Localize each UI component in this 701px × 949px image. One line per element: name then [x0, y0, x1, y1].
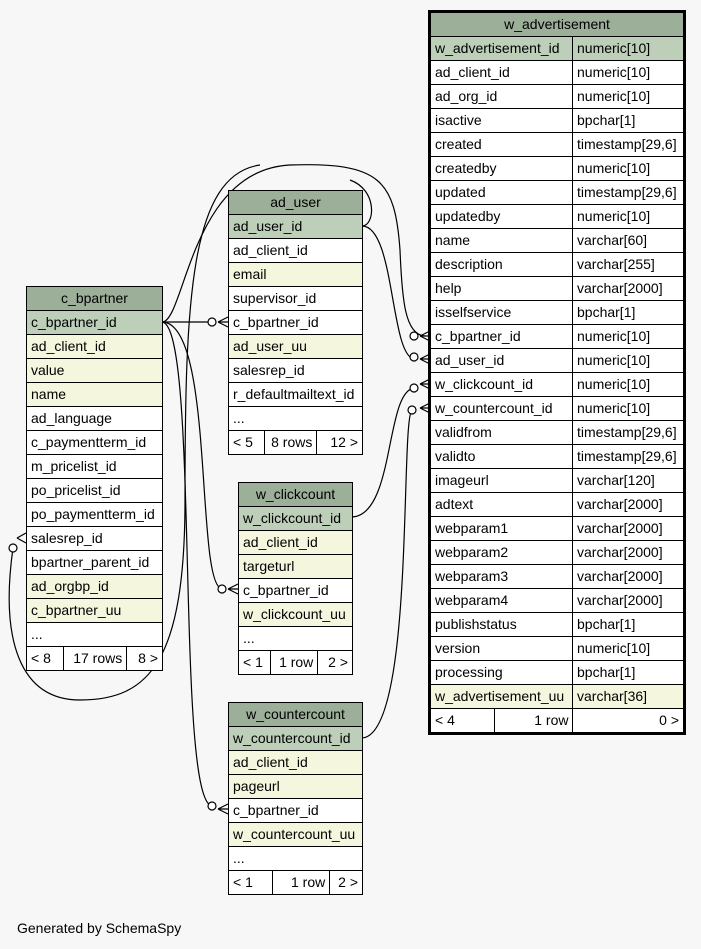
table-row[interactable]	[27, 335, 163, 359]
table-row[interactable]	[229, 775, 363, 799]
column-name[interactable]: w_advertisement_id	[431, 37, 573, 61]
table-row[interactable]	[431, 421, 684, 445]
column-name[interactable]: w_clickcount_id	[239, 507, 353, 531]
table-footer	[431, 709, 684, 733]
column-name[interactable]: name	[27, 383, 163, 407]
column-name[interactable]: pageurl	[229, 775, 363, 799]
table-row[interactable]	[229, 823, 363, 847]
table-row[interactable]	[431, 253, 684, 277]
column-name[interactable]: webparam3	[431, 565, 573, 589]
column-name[interactable]: ad_language	[27, 407, 163, 431]
table-row[interactable]	[239, 627, 353, 651]
column-type: varchar[2000]	[573, 277, 684, 301]
table-row[interactable]	[431, 133, 684, 157]
table-row[interactable]	[431, 661, 684, 685]
column-name[interactable]: ...	[27, 623, 163, 647]
table-row[interactable]	[27, 431, 163, 455]
column-name[interactable]: ad_client_id	[229, 239, 363, 263]
table-row[interactable]	[431, 277, 684, 301]
column-type: numeric[10]	[573, 157, 684, 181]
table-row[interactable]	[431, 541, 684, 565]
table-row[interactable]	[431, 517, 684, 541]
table-row[interactable]	[431, 301, 684, 325]
table-row[interactable]	[27, 575, 163, 599]
column-name[interactable]: ad_client_id	[239, 531, 353, 555]
column-name[interactable]: ad_client_id	[229, 751, 363, 775]
column-type: timestamp[29,6]	[573, 445, 684, 469]
table-row[interactable]	[27, 623, 163, 647]
children-link[interactable]: 0 >	[659, 712, 680, 728]
column-name[interactable]: c_bpartner_id	[229, 311, 363, 335]
table-row[interactable]	[27, 479, 163, 503]
edge-bpartner-countercount	[162, 322, 212, 806]
column-name[interactable]: createdby	[431, 157, 573, 181]
table-row[interactable]	[229, 215, 363, 239]
table-row[interactable]	[27, 599, 163, 623]
table-row[interactable]	[431, 181, 684, 205]
column-name[interactable]: updated	[431, 181, 573, 205]
column-name[interactable]: targeturl	[239, 555, 353, 579]
column-name[interactable]: processing	[431, 661, 573, 685]
table-row[interactable]	[431, 445, 684, 469]
column-type: numeric[10]	[573, 85, 684, 109]
column-type: numeric[10]	[573, 373, 684, 397]
column-name[interactable]: ...	[229, 847, 363, 871]
table-row[interactable]	[431, 325, 684, 349]
table-title[interactable]: c_bpartner	[27, 287, 163, 311]
table-row[interactable]	[229, 311, 363, 335]
column-type: bpchar[1]	[573, 109, 684, 133]
table-row[interactable]	[431, 61, 684, 85]
column-type: varchar[120]	[573, 469, 684, 493]
table-row[interactable]	[27, 407, 163, 431]
row-count: 17 rows	[64, 647, 128, 670]
row-count: 1 row	[273, 871, 331, 894]
column-name[interactable]: ad_user_id	[229, 215, 363, 239]
table-title[interactable]: w_countercount	[229, 703, 363, 727]
column-name[interactable]: publishstatus	[431, 613, 573, 637]
table-row[interactable]	[229, 239, 363, 263]
table-row[interactable]	[431, 205, 684, 229]
column-name[interactable]: validto	[431, 445, 573, 469]
column-name[interactable]: w_clickcount_id	[431, 373, 573, 397]
table-row[interactable]	[229, 847, 363, 871]
table-row[interactable]	[229, 383, 363, 407]
table-title[interactable]: w_clickcount	[239, 483, 353, 507]
column-name[interactable]: ...	[229, 407, 363, 431]
column-name[interactable]: po_pricelist_id	[27, 479, 163, 503]
column-name[interactable]: w_countercount_id	[229, 727, 363, 751]
column-name[interactable]: w_countercount_uu	[229, 823, 363, 847]
table-row[interactable]	[27, 551, 163, 575]
column-name[interactable]: ad_orgbp_id	[27, 575, 163, 599]
column-name[interactable]: c_bpartner_id	[229, 799, 363, 823]
column-name[interactable]: po_paymentterm_id	[27, 503, 163, 527]
table-row[interactable]	[229, 359, 363, 383]
table-footer	[239, 651, 353, 675]
table-row[interactable]	[239, 579, 353, 603]
column-type: bpchar[1]	[573, 301, 684, 325]
table-row[interactable]	[27, 359, 163, 383]
table-row[interactable]	[431, 85, 684, 109]
table-row[interactable]	[431, 685, 684, 709]
column-name[interactable]: c_bpartner_uu	[27, 599, 163, 623]
column-type: varchar[36]	[573, 685, 684, 709]
table-row[interactable]	[431, 613, 684, 637]
column-name[interactable]: ad_org_id	[431, 85, 573, 109]
column-type: numeric[10]	[573, 637, 684, 661]
edge-aduser-advertisement	[362, 226, 414, 359]
table-footer	[27, 647, 163, 671]
column-type: timestamp[29,6]	[573, 421, 684, 445]
children-link[interactable]: 2 >	[328, 654, 348, 670]
table-row[interactable]	[431, 373, 684, 397]
column-type: numeric[10]	[573, 205, 684, 229]
column-name[interactable]: bpartner_parent_id	[27, 551, 163, 575]
table-row[interactable]	[229, 751, 363, 775]
table-row[interactable]	[431, 565, 684, 589]
column-type: numeric[10]	[573, 37, 684, 61]
column-name[interactable]: ad_client_id	[27, 335, 163, 359]
table-footer	[229, 431, 363, 455]
column-name[interactable]: webparam2	[431, 541, 573, 565]
column-name[interactable]: webparam4	[431, 589, 573, 613]
column-name[interactable]: description	[431, 253, 573, 277]
column-type: varchar[2000]	[573, 517, 684, 541]
table-row[interactable]	[431, 349, 684, 373]
table-row[interactable]	[431, 109, 684, 133]
row-count: 1 row	[495, 709, 574, 732]
table-row[interactable]	[27, 455, 163, 479]
table-row[interactable]	[239, 555, 353, 579]
table-row[interactable]	[431, 229, 684, 253]
column-name[interactable]: validfrom	[431, 421, 573, 445]
column-name[interactable]: c_paymentterm_id	[27, 431, 163, 455]
table-footer	[229, 871, 363, 895]
column-name[interactable]: isactive	[431, 109, 573, 133]
parents-link[interactable]: < 1	[239, 651, 271, 674]
table-row[interactable]	[239, 603, 353, 627]
table-row[interactable]	[229, 263, 363, 287]
column-name[interactable]: r_defaultmailtext_id	[229, 383, 363, 407]
table-row[interactable]	[431, 397, 684, 421]
table-w-countercount[interactable]	[228, 702, 363, 895]
column-name[interactable]: isselfservice	[431, 301, 573, 325]
column-name[interactable]: c_bpartner_id	[239, 579, 353, 603]
table-row[interactable]	[431, 469, 684, 493]
column-name[interactable]: supervisor_id	[229, 287, 363, 311]
children-link[interactable]: 8 >	[138, 650, 158, 666]
column-name[interactable]: help	[431, 277, 573, 301]
column-name[interactable]: ad_user_uu	[229, 335, 363, 359]
table-row[interactable]	[431, 637, 684, 661]
column-name[interactable]: adtext	[431, 493, 573, 517]
generated-by-credit[interactable]: Generated by SchemaSpy	[17, 920, 182, 936]
parents-link[interactable]: < 5	[229, 431, 265, 454]
edge-bpartner-clickcount	[162, 322, 222, 589]
column-name[interactable]: c_bpartner_id	[431, 325, 573, 349]
parents-link[interactable]: < 8	[27, 647, 64, 670]
column-type: numeric[10]	[573, 397, 684, 421]
column-type: timestamp[29,6]	[573, 133, 684, 157]
column-name[interactable]: m_pricelist_id	[27, 455, 163, 479]
column-name[interactable]: salesrep_id	[229, 359, 363, 383]
column-name[interactable]: salesrep_id	[27, 527, 163, 551]
column-name[interactable]: value	[27, 359, 163, 383]
column-name[interactable]: webparam1	[431, 517, 573, 541]
column-name[interactable]: created	[431, 133, 573, 157]
column-type: bpchar[1]	[573, 613, 684, 637]
table-row[interactable]	[229, 727, 363, 751]
row-count: 8 rows	[265, 431, 318, 454]
column-type: varchar[60]	[573, 229, 684, 253]
table-row[interactable]	[229, 335, 363, 359]
table-row[interactable]	[431, 37, 684, 61]
column-name[interactable]: ...	[239, 627, 353, 651]
column-name[interactable]: ad_user_id	[431, 349, 573, 373]
column-name[interactable]: c_bpartner_id	[27, 311, 163, 335]
column-name[interactable]: w_advertisement_uu	[431, 685, 573, 709]
children-link[interactable]: 12 >	[330, 434, 358, 450]
table-title[interactable]: ad_user	[229, 191, 363, 215]
column-type: timestamp[29,6]	[573, 181, 684, 205]
column-type: numeric[10]	[573, 349, 684, 373]
table-row[interactable]	[431, 493, 684, 517]
table-ad-user[interactable]	[228, 190, 363, 455]
table-c-bpartner[interactable]	[26, 286, 163, 671]
column-name[interactable]: name	[431, 229, 573, 253]
table-row[interactable]	[431, 157, 684, 181]
column-name[interactable]: version	[431, 637, 573, 661]
table-row[interactable]	[27, 527, 163, 551]
column-type: numeric[10]	[573, 325, 684, 349]
table-w-clickcount[interactable]	[238, 482, 353, 675]
column-name[interactable]: w_clickcount_uu	[239, 603, 353, 627]
children-link[interactable]: 2 >	[338, 874, 358, 890]
table-row[interactable]	[239, 531, 353, 555]
table-row[interactable]	[229, 287, 363, 311]
row-count: 1 row	[271, 651, 319, 674]
table-title[interactable]: w_advertisement	[431, 13, 684, 37]
column-type: varchar[2000]	[573, 565, 684, 589]
column-type: varchar[2000]	[573, 541, 684, 565]
column-name[interactable]: w_countercount_id	[431, 397, 573, 421]
table-row[interactable]	[431, 589, 684, 613]
table-w-advertisement[interactable]	[430, 12, 684, 733]
column-name[interactable]: email	[229, 263, 363, 287]
table-row[interactable]	[229, 799, 363, 823]
table-row[interactable]	[239, 507, 353, 531]
column-name[interactable]: updatedby	[431, 205, 573, 229]
column-name[interactable]: ad_client_id	[431, 61, 573, 85]
table-row[interactable]	[27, 383, 163, 407]
column-type: varchar[2000]	[573, 589, 684, 613]
column-name[interactable]: imageurl	[431, 469, 573, 493]
column-type: varchar[255]	[573, 253, 684, 277]
column-type: varchar[2000]	[573, 493, 684, 517]
parents-link[interactable]: < 1	[229, 871, 273, 894]
table-row[interactable]	[229, 407, 363, 431]
parents-link[interactable]: < 4	[431, 709, 495, 732]
column-type: bpchar[1]	[573, 661, 684, 685]
table-row[interactable]	[27, 503, 163, 527]
table-row[interactable]	[27, 311, 163, 335]
column-type: numeric[10]	[573, 61, 684, 85]
